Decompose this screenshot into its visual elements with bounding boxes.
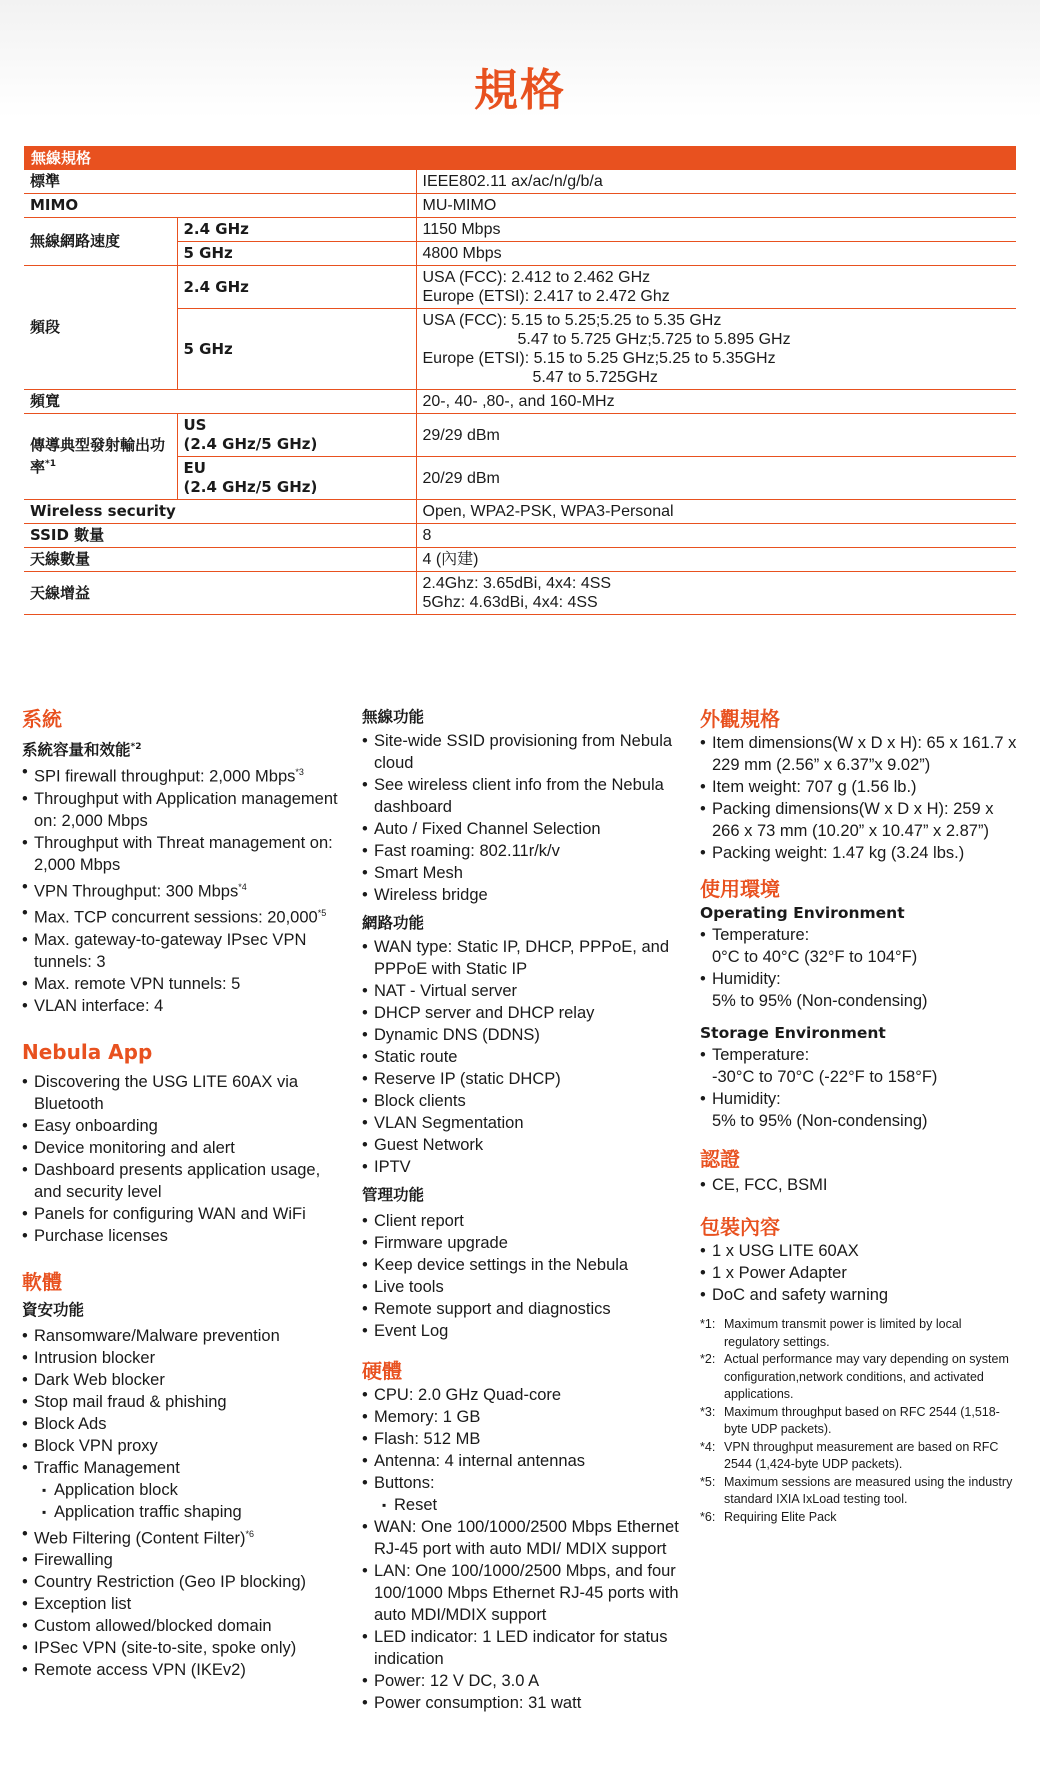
item-text: SPI firewall throughput: 2,000 Mbps	[34, 767, 296, 786]
table-row	[24, 218, 1016, 242]
list-item	[22, 1637, 342, 1659]
section-title-system: 系統	[22, 707, 62, 731]
item-text: Site-wide SSID provisioning from Nebula cloud	[374, 732, 673, 772]
region-sub: (2.4 GHz/5 GHz)	[183, 478, 318, 496]
item-text: 1 x Power Adapter	[712, 1264, 847, 1282]
env-value: 0°C to 40°C (32°F to 104°F)	[712, 948, 918, 966]
item-text: Custom allowed/blocked domain	[34, 1617, 272, 1636]
sub-list-item	[362, 1494, 682, 1516]
spec-table-header: 無線規格	[24, 146, 1016, 170]
item-text: 1 x USG LITE 60AX	[712, 1242, 859, 1260]
table-row	[24, 414, 1016, 457]
item-text: Reserve IP (static DHCP)	[374, 1070, 561, 1088]
list-item	[362, 1384, 682, 1406]
item-text: Traffic Management	[34, 1458, 180, 1477]
network-features-list	[362, 936, 682, 1178]
row-label: 頻寬	[24, 390, 416, 414]
list-item	[700, 924, 1020, 968]
table-row	[24, 170, 1016, 194]
row-label: 標準	[24, 170, 416, 194]
wireless-features-list	[362, 730, 682, 906]
footnote	[700, 1351, 1020, 1404]
power-label: 傳導典型發射輸出功率	[30, 436, 166, 476]
value-line: USA (FCC): 2.412 to 2.462 GHz	[422, 269, 651, 286]
item-text: LED indicator: 1 LED indicator for status indication	[374, 1628, 668, 1668]
list-item	[22, 1203, 342, 1225]
list-item	[362, 1156, 682, 1178]
management-features-list	[362, 1210, 682, 1342]
row-value: 20/29 dBm	[416, 457, 1016, 500]
env-value: -30°C to 70°C (-22°F to 158°F)	[712, 1068, 938, 1086]
list-item	[362, 1002, 682, 1024]
section-title-certification: 認證	[700, 1147, 740, 1171]
region-sub: (2.4 GHz/5 GHz)	[183, 435, 318, 453]
footnote	[700, 1316, 1020, 1351]
list-item	[362, 1112, 682, 1134]
capacity-title: 系統容量和效能	[22, 741, 131, 760]
item-text: DHCP server and DHCP relay	[374, 1004, 595, 1022]
list-item	[22, 1325, 342, 1347]
list-item	[362, 818, 682, 840]
item-text: WAN type: Static IP, DHCP, PPPoE, and PPPoE with Static IP	[374, 938, 669, 978]
subsection-title-network: 網路功能	[362, 914, 425, 932]
list-item	[22, 832, 342, 876]
list-item	[22, 1159, 342, 1203]
item-text: Power: 12 V DC, 3.0 A	[374, 1672, 540, 1690]
region-name: EU	[183, 459, 206, 477]
list-item	[362, 1320, 682, 1342]
appearance-list	[700, 732, 1020, 864]
list-item	[700, 842, 1020, 864]
item-text: Smart Mesh	[374, 864, 463, 882]
list-item	[22, 1115, 342, 1137]
value-line: 5.47 to 5.725 GHz;5.725 to 5.895 GHz	[517, 331, 791, 348]
item-text: Live tools	[374, 1278, 444, 1296]
row-value	[416, 309, 1016, 390]
list-item	[700, 1174, 1020, 1196]
value-line: USA (FCC): 5.15 to 5.25;5.25 to 5.35 GHz	[422, 312, 722, 329]
item-text: Firmware upgrade	[374, 1234, 508, 1252]
list-item	[22, 902, 342, 929]
list-item	[700, 968, 1020, 1012]
item-text: Block VPN proxy	[34, 1436, 158, 1455]
item-text: Temperature:	[712, 1046, 810, 1064]
footnote-ref: *5	[317, 908, 327, 919]
item-text: Device monitoring and alert	[34, 1138, 235, 1157]
footnote-text: Maximum transmit power is limited by local regulatory settings.	[724, 1317, 962, 1349]
list-item	[362, 884, 682, 906]
item-text: Power consumption: 31 watt	[374, 1694, 582, 1712]
subsection-title-operating: Operating Environment	[700, 904, 905, 922]
list-item	[362, 1024, 682, 1046]
footnote-text: Maximum sessions are measured using the industry standard IXIA IxLoad testing tool.	[724, 1474, 1013, 1506]
column-features	[362, 706, 682, 1714]
security-list	[22, 1325, 342, 1682]
item-text: Panels for configuring WAN and WiFi	[34, 1204, 306, 1223]
item-text: Dashboard presents application usage, and security level	[34, 1160, 321, 1201]
item-text: Web Filtering (Content Filter)	[34, 1529, 246, 1548]
footnote-mark: *2:	[700, 1352, 716, 1366]
operating-env-list	[700, 924, 1020, 1012]
list-item	[22, 1347, 342, 1369]
row-value: 4 (內建)	[416, 548, 1016, 572]
list-item	[362, 862, 682, 884]
env-value: 5% to 95% (Non-condensing)	[712, 992, 928, 1010]
footnote-mark: *1:	[700, 1317, 716, 1331]
list-item	[22, 1435, 342, 1457]
section-title-nebula: Nebula App	[22, 1039, 153, 1064]
wireless-spec-table	[24, 146, 1016, 615]
section-title-software: 軟體	[22, 1269, 62, 1294]
footnote-ref: *1	[45, 459, 56, 469]
item-text: Application block	[54, 1480, 178, 1499]
list-item	[362, 1626, 682, 1670]
list-item	[362, 1406, 682, 1428]
list-item	[22, 1137, 342, 1159]
footnote	[700, 1404, 1020, 1439]
item-text: See wireless client info from the Nebula dashboard	[374, 776, 664, 816]
list-item	[22, 1071, 342, 1115]
subsection-title-capacity	[22, 736, 342, 761]
item-text: Block Ads	[34, 1414, 107, 1433]
list-item	[700, 1240, 1020, 1262]
list-item	[22, 1225, 342, 1247]
band-label: 5 GHz	[177, 309, 416, 390]
list-item	[22, 1391, 342, 1413]
footnote-text: VPN throughput measurement are based on RFC 2544 (1,424-byte UDP packets).	[724, 1439, 999, 1471]
band-label: 2.4 GHz	[177, 266, 416, 309]
item-text: CE, FCC, BSMI	[712, 1176, 828, 1194]
item-text: Discovering the USG LITE 60AX via Bluetooth	[34, 1072, 299, 1113]
item-text: Ransomware/Malware prevention	[34, 1326, 280, 1345]
item-text: Fast roaming: 802.11r/k/v	[374, 842, 560, 860]
footnote-ref: *6	[245, 1528, 255, 1539]
page-title: 規格	[474, 65, 566, 116]
item-text: VLAN Segmentation	[374, 1114, 524, 1132]
item-text: Reset	[394, 1496, 438, 1514]
list-item	[362, 1046, 682, 1068]
item-text: Max. gateway-to-gateway IPsec VPN tunnels: 3	[34, 930, 307, 971]
row-value: 8	[416, 524, 1016, 548]
item-text: Stop mail fraud & phishing	[34, 1392, 227, 1411]
table-row	[24, 524, 1016, 548]
list-item	[700, 798, 1020, 842]
value-line: 2.4Ghz: 3.65dBi, 4x4: 4SS	[422, 575, 612, 592]
list-item	[700, 1044, 1020, 1088]
value-line: Europe (ETSI): 5.15 to 5.25 GHz;5.25 to 5.35GHz	[422, 350, 776, 367]
list-item	[22, 1413, 342, 1435]
item-text: Purchase licenses	[34, 1226, 168, 1245]
list-item	[362, 1068, 682, 1090]
list-item	[700, 732, 1020, 776]
item-text: LAN: One 100/1000/2500 Mbps, and four 100/1000 Mbps Ethernet RJ-45 ports with auto MDI/MDIX support	[374, 1562, 679, 1624]
list-item	[362, 1134, 682, 1156]
item-text: Humidity:	[712, 970, 781, 988]
table-row	[24, 548, 1016, 572]
env-value: 5% to 95% (Non-condensing)	[712, 1112, 928, 1130]
item-text: Item dimensions(W x D x H): 65 x 161.7 x 229 mm (2.56” x 6.37”x 9.02”)	[712, 734, 1017, 774]
band-label: 5 GHz	[177, 242, 416, 266]
item-text: Dynamic DNS (DDNS)	[374, 1026, 540, 1044]
footnote	[700, 1439, 1020, 1474]
column-physical	[700, 706, 1020, 1526]
item-text: Throughput with Threat management on: 2,000 Mbps	[34, 833, 333, 874]
footnote-text: Requiring Elite Pack	[724, 1509, 837, 1524]
footnote-text: Actual performance may vary depending on system configuration,network conditions, and activated applications.	[724, 1352, 1009, 1401]
item-text: Application traffic shaping	[54, 1502, 242, 1521]
item-text: VLAN interface: 4	[34, 996, 164, 1015]
item-text: Block clients	[374, 1092, 466, 1110]
footnote-ref: *2	[130, 742, 142, 752]
list-item	[700, 1088, 1020, 1132]
table-row	[24, 572, 1016, 615]
list-item	[362, 774, 682, 818]
band-label: 2.4 GHz	[177, 218, 416, 242]
row-value: 4800 Mbps	[416, 242, 1016, 266]
footnote-ref: *4	[238, 881, 247, 892]
row-value: 1150 Mbps	[416, 218, 1016, 242]
sub-list-item	[22, 1501, 342, 1523]
item-text: NAT - Virtual server	[374, 982, 518, 1000]
item-text: Memory: 1 GB	[374, 1408, 481, 1426]
list-item	[362, 1232, 682, 1254]
item-text: CPU: 2.0 GHz Quad-core	[374, 1386, 562, 1404]
item-text: Humidity:	[712, 1090, 781, 1108]
item-text: Intrusion blocker	[34, 1348, 156, 1367]
list-item	[362, 1670, 682, 1692]
list-item	[362, 1560, 682, 1626]
item-text: Client report	[374, 1212, 464, 1230]
list-item	[700, 1262, 1020, 1284]
item-text: Event Log	[374, 1322, 449, 1340]
row-label: 天線增益	[24, 572, 416, 615]
row-label: MIMO	[24, 194, 416, 218]
list-item	[362, 1254, 682, 1276]
list-item	[362, 1516, 682, 1560]
value-line: 5.47 to 5.725GHz	[532, 369, 658, 386]
list-item	[362, 730, 682, 774]
footnote-mark: *4:	[700, 1439, 716, 1454]
subsection-title-security: 資安功能	[22, 1300, 85, 1319]
item-text: Static route	[374, 1048, 458, 1066]
value-line: 5Ghz: 4.63dBi, 4x4: 4SS	[422, 594, 598, 611]
subsection-title-storage: Storage Environment	[700, 1024, 886, 1042]
value-line: Europe (ETSI): 2.417 to 2.472 Ghz	[422, 288, 670, 305]
item-text: Buttons:	[374, 1474, 435, 1492]
item-text: Throughput with Application management on: 2,000 Mbps	[34, 789, 338, 830]
item-text: Remote access VPN (IKEv2)	[34, 1661, 246, 1680]
list-item	[700, 1284, 1020, 1306]
item-text: Packing weight: 1.47 kg (3.24 lbs.)	[712, 844, 965, 862]
footnote-mark: *6:	[700, 1509, 716, 1524]
capacity-list	[22, 761, 342, 1017]
list-item	[22, 1457, 342, 1479]
row-label	[24, 414, 177, 500]
footnote	[700, 1474, 1020, 1509]
list-item	[362, 1298, 682, 1320]
row-value	[416, 266, 1016, 309]
list-item	[362, 840, 682, 862]
spec-table	[24, 170, 1016, 615]
list-item	[22, 1571, 342, 1593]
footnote	[700, 1509, 1020, 1527]
row-label: Wireless security	[24, 500, 416, 524]
item-text: Max. remote VPN tunnels: 5	[34, 974, 241, 993]
table-row	[24, 500, 1016, 524]
item-text: Packing dimensions(W x D x H): 259 x 266 x 73 mm (10.20” x 10.47” x 2.87”)	[712, 800, 994, 840]
item-text: Exception list	[34, 1595, 132, 1614]
item-text: Keep device settings in the Nebula	[374, 1256, 629, 1274]
subsection-title-management: 管理功能	[362, 1186, 425, 1204]
item-text: IPTV	[374, 1158, 411, 1176]
list-item	[22, 1549, 342, 1571]
list-item	[362, 1450, 682, 1472]
sub-list-item	[22, 1479, 342, 1501]
list-item	[22, 1593, 342, 1615]
item-text: Temperature:	[712, 926, 810, 944]
footnote-ref: *3	[295, 767, 304, 778]
row-value	[416, 572, 1016, 615]
table-row	[24, 266, 1016, 309]
row-value: MU-MIMO	[416, 194, 1016, 218]
item-text: Easy onboarding	[34, 1116, 158, 1135]
list-item	[362, 1472, 682, 1494]
hardware-list	[362, 1384, 682, 1714]
row-value: Open, WPA2-PSK, WPA3-Personal	[416, 500, 1016, 524]
list-item	[362, 1090, 682, 1112]
item-text: Auto / Fixed Channel Selection	[374, 820, 601, 838]
item-text: VPN Throughput: 300 Mbps	[34, 882, 239, 901]
row-value: 20-, 40- ,80-, and 160-MHz	[416, 390, 1016, 414]
package-contents-list	[700, 1240, 1020, 1306]
section-title-appearance: 外觀規格	[700, 707, 780, 731]
table-row	[24, 194, 1016, 218]
subsection-title-wireless: 無線功能	[362, 708, 425, 726]
item-text: Guest Network	[374, 1136, 484, 1154]
list-item	[22, 1369, 342, 1391]
item-text: Country Restriction (Geo IP blocking)	[34, 1573, 307, 1592]
list-item	[22, 1523, 342, 1550]
region-label	[177, 457, 416, 500]
item-text: WAN: One 100/1000/2500 Mbps Ethernet RJ-45 port with auto MDI/ MDIX support	[374, 1518, 679, 1558]
storage-env-list	[700, 1044, 1020, 1132]
column-system	[22, 706, 342, 1681]
item-text: DoC and safety warning	[712, 1286, 889, 1304]
row-value: 29/29 dBm	[416, 414, 1016, 457]
item-text: Dark Web blocker	[34, 1370, 165, 1389]
item-text: Item weight: 707 g (1.56 lb.)	[712, 778, 917, 796]
section-title-package: 包裝內容	[700, 1215, 780, 1239]
list-item	[362, 1210, 682, 1232]
list-item	[362, 1276, 682, 1298]
list-item	[22, 876, 342, 903]
row-label: 天線數量	[24, 548, 416, 572]
list-item	[362, 1692, 682, 1714]
row-label: SSID 數量	[24, 524, 416, 548]
list-item	[22, 929, 342, 973]
list-item	[362, 980, 682, 1002]
item-text: Wireless bridge	[374, 886, 488, 904]
list-item	[22, 761, 342, 788]
row-label: 無線網路速度	[24, 218, 177, 266]
list-item	[22, 973, 342, 995]
footnotes-list	[700, 1316, 1020, 1526]
table-row	[24, 390, 1016, 414]
item-text: Max. TCP concurrent sessions: 20,000	[34, 908, 318, 927]
item-text: Flash: 512 MB	[374, 1430, 481, 1448]
section-title-environment: 使用環境	[700, 877, 780, 901]
list-item	[22, 788, 342, 832]
list-item	[22, 995, 342, 1017]
item-text: Antenna: 4 internal antennas	[374, 1452, 585, 1470]
list-item	[362, 936, 682, 980]
row-label: 頻段	[24, 266, 177, 390]
nebula-list	[22, 1071, 342, 1247]
item-text: Firewalling	[34, 1551, 113, 1570]
certification-list	[700, 1174, 1020, 1196]
row-value: IEEE802.11 ax/ac/n/g/b/a	[416, 170, 1016, 194]
list-item	[700, 776, 1020, 798]
item-text: IPSec VPN (site-to-site, spoke only)	[34, 1639, 297, 1658]
list-item	[22, 1659, 342, 1681]
region-label	[177, 414, 416, 457]
footnote-mark: *5:	[700, 1474, 716, 1489]
list-item	[362, 1428, 682, 1450]
footnote-mark: *3:	[700, 1404, 716, 1419]
list-item	[22, 1615, 342, 1637]
footnote-text: Maximum throughput based on RFC 2544 (1,518-byte UDP packets).	[724, 1404, 1000, 1436]
item-text: Remote support and diagnostics	[374, 1300, 611, 1318]
section-title-hardware: 硬體	[362, 1359, 402, 1383]
region-name: US	[183, 416, 207, 434]
